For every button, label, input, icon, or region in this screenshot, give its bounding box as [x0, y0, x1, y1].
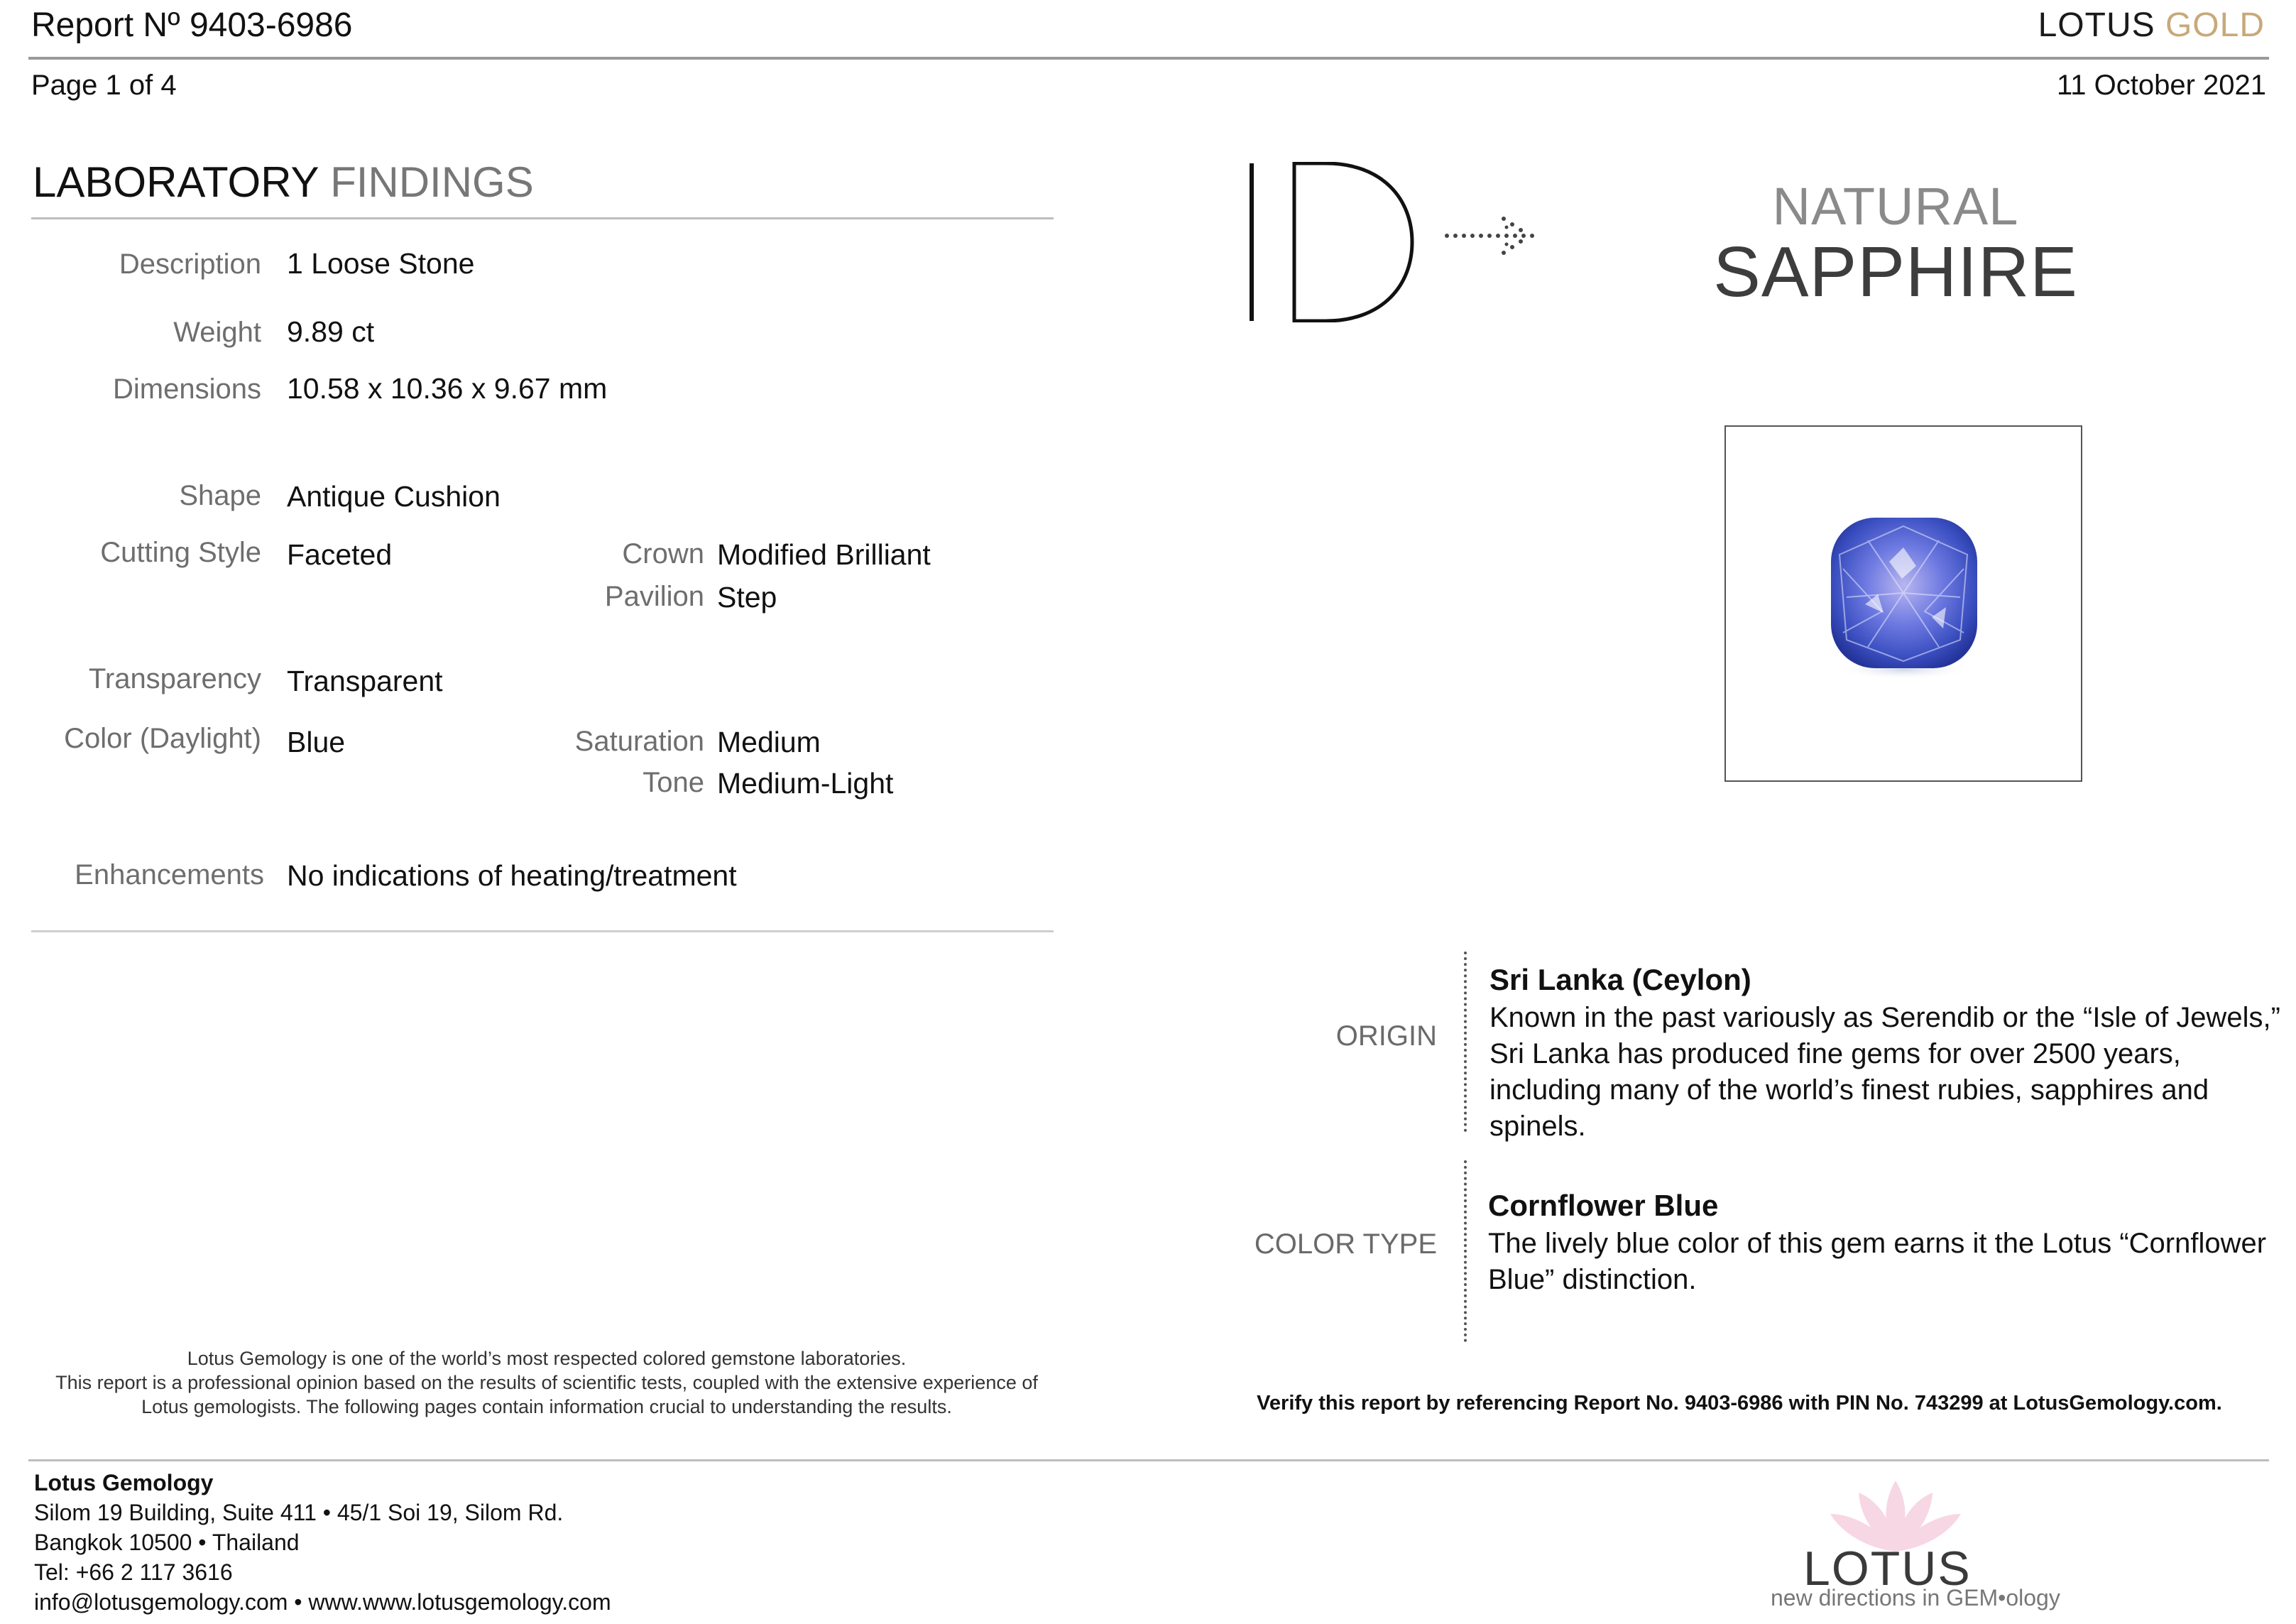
saturation-value: Medium	[717, 726, 821, 758]
transparency-label: Transparency	[88, 663, 261, 694]
pavilion-label: Pavilion	[604, 581, 704, 612]
origin-label: ORIGIN	[1335, 1020, 1437, 1052]
id-mark	[1247, 162, 1418, 326]
disclaimer-line-3: Lotus gemologists. The following pages contain information crucial to understanding the results.	[141, 1396, 952, 1417]
tone-label: Tone	[643, 767, 704, 798]
description-value: 1 Loose Stone	[287, 247, 475, 280]
color-type-body: The lively blue color of this gem earns it the Lotus “Cornflower Blue” distinction.	[1488, 1228, 2267, 1295]
report-date: 11 October 2021	[2056, 70, 2266, 101]
lotus-logo-text: LOTUS	[1803, 1542, 1972, 1596]
enhancements-label: Enhancements	[75, 859, 264, 890]
address-line-2: Bangkok 10500 • Thailand	[34, 1530, 300, 1555]
crown-value: Modified Brilliant	[717, 538, 931, 571]
weight-label: Weight	[173, 317, 261, 348]
shape-value: Antique Cushion	[287, 480, 501, 513]
description-label: Description	[119, 249, 261, 280]
crown-label: Crown	[622, 538, 704, 570]
section-divider	[31, 217, 1054, 219]
origin-dotted-divider	[1464, 952, 1467, 1132]
color-label: Color (Daylight)	[64, 723, 261, 754]
section-title	[33, 158, 534, 207]
enhancements-value: No indications of heating/treatment	[287, 859, 737, 892]
brand-logo	[2038, 6, 2265, 45]
origin-title: Sri Lanka (Ceylon)	[1489, 963, 1751, 996]
weight-value: 9.89 ct	[287, 315, 375, 348]
phone-line: Tel: +66 2 117 3616	[34, 1559, 233, 1585]
stone-photo-frame	[1724, 425, 2082, 782]
dimensions-label: Dimensions	[113, 374, 261, 405]
report-number: Report Nº 9403-6986	[31, 6, 353, 44]
contact-line[interactable]: info@lotusgemology.com • www.www.lotusgemology.com	[34, 1589, 611, 1615]
footer-divider	[28, 1459, 2269, 1461]
disclaimer-line-1: Lotus Gemology is one of the world’s most respected colored gemstone laboratories.	[187, 1348, 907, 1369]
disclaimer	[43, 1346, 1051, 1419]
page-indicator: Page 1 of 4	[31, 70, 177, 101]
dotted-arrow-icon	[1444, 213, 1538, 262]
cutting-style-label: Cutting Style	[100, 537, 261, 568]
color-type-title: Cornflower Blue	[1488, 1189, 1719, 1222]
verify-note: Verify this report by referencing Report No. 9403-6986 with PIN No. 743299 at LotusGemology.com.	[1257, 1392, 2222, 1415]
color-type-label: COLOR TYPE	[1254, 1228, 1437, 1260]
findings-bottom-divider	[31, 930, 1054, 932]
lotus-logo-tagline: new directions in GEM•ology	[1771, 1585, 2060, 1611]
tone-value: Medium-Light	[717, 767, 894, 800]
brand-main: LOTUS	[2038, 6, 2155, 44]
origin-body: Known in the past variously as Serendib or the “Isle of Jewels,” Sri Lanka has produced fine gems for over 2500 years, including many of the world’s finest rubies, sapphires and spinels.	[1489, 1002, 2280, 1142]
header-divider	[28, 57, 2269, 60]
company-name: Lotus Gemology	[34, 1470, 214, 1495]
section-title-bold: LABORATORY	[33, 158, 319, 206]
shape-label: Shape	[179, 480, 261, 511]
saturation-label: Saturation	[574, 726, 704, 757]
section-title-light: FINDINGS	[330, 158, 534, 206]
brand-accent: GOLD	[2165, 6, 2265, 44]
cutting-style-value: Faceted	[287, 538, 393, 571]
gem-name: SAPPHIRE	[1713, 232, 2078, 312]
address-line-1: Silom 19 Building, Suite 411 • 45/1 Soi 19, Silom Rd.	[34, 1500, 564, 1525]
transparency-value: Transparent	[287, 665, 443, 697]
natural-label: NATURAL	[1772, 177, 2019, 236]
color-type-dotted-divider	[1464, 1160, 1467, 1342]
dimensions-value: 10.58 x 10.36 x 9.67 mm	[287, 372, 608, 405]
disclaimer-line-2: This report is a professional opinion based on the results of scientific tests, coupled with the extensive experience of	[55, 1372, 1038, 1393]
color-value: Blue	[287, 726, 346, 758]
sapphire-stone-image	[1726, 427, 2081, 780]
pavilion-value: Step	[717, 581, 777, 614]
